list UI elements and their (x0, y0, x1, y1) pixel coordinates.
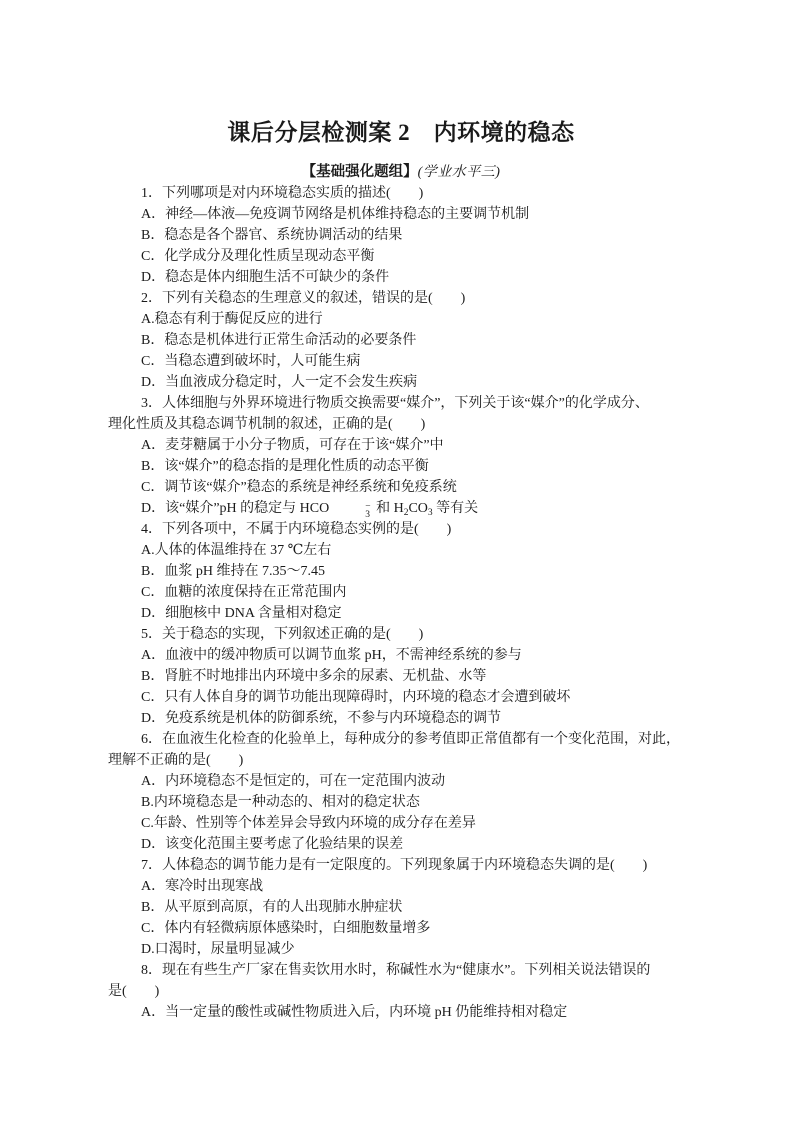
q7-stem: 7．人体稳态的调节能力是有一定限度的。下列现象属于内环境稳态失调的是( ) (141, 858, 648, 873)
q3-option-d-text-co: CO (408, 501, 428, 516)
ion-charge: − (365, 502, 371, 512)
q3-option-c: C．调节该“媒介”稳态的系统是神经系统和免疫系统 (141, 480, 457, 495)
q3-stem-line-2: 理化性质及其稳态调节机制的叙述，正确的是( ) (108, 417, 426, 432)
q8-stem-line-2: 是( ) (108, 984, 160, 999)
q5-option-b: B．肾脏不时地排出内环境中多余的尿素、无机盐、水等 (141, 669, 487, 684)
section-heading (108, 162, 694, 183)
q1-option-d: D．稳态是体内细胞生活不可缺少的条件 (141, 270, 390, 285)
q3-option-d-text-post: 等有关 (432, 501, 479, 516)
q5-option-c: C．只有人体自身的调节功能出现障碍时，内环境的稳态才会遭到破坏 (141, 690, 571, 705)
q3-option-d-text-pre: D．该“媒介”pH 的稳定与 HCO (141, 501, 330, 516)
q3-option-d (108, 498, 694, 519)
q1-option-c: C．化学成分及理化性质呈现动态平衡 (141, 249, 375, 264)
q4-option-d: D．细胞核中 DNA 含量相对稳定 (141, 606, 342, 621)
q1-option-a: A．神经—体液—免疫调节网络是机体维持稳态的主要调节机制 (141, 207, 530, 222)
q6-option-d: D．该变化范围主要考虑了化验结果的误差 (141, 837, 404, 852)
q8-stem-line-1: 8．现在有些生产厂家在售卖饮用水时，称碱性水为“健康水”。下列相关说法错误的 (141, 963, 651, 978)
q3-option-b: B．该“媒介”的稳态指的是理化性质的动态平衡 (141, 459, 429, 474)
section-level-note: (学业水平三) (417, 165, 501, 180)
q2-option-d: D．当血液成分稳定时，人一定不会发生疾病 (141, 375, 418, 390)
q7-option-a: A．寒冷时出现寒战 (141, 879, 264, 894)
q6-stem-line-1: 6．在血液生化检查的化验单上，每种成分的参考值即正常值都有一个变化范围，对此， (141, 732, 680, 747)
document-title: 课后分层检测案 2 内环境的稳态 (227, 120, 575, 145)
q6-stem-line-2: 理解不正确的是( ) (108, 753, 244, 768)
h2-subscript: 2 (403, 508, 409, 518)
section-heading-main: 【基础强化题组】 (301, 164, 418, 180)
q7-option-b: B．从平原到高原，有的人出现肺水肿症状 (141, 900, 403, 915)
ion-subscript: 3 (365, 510, 370, 520)
co3-subscript: 3 (427, 508, 433, 518)
q5-option-a: A．血液中的缓冲物质可以调节血浆 pH，不需神经系统的参与 (141, 648, 522, 663)
q3-stem-line-1: 3．人体细胞与外界环境进行物质交换需要“媒介”，下列关于该“媒介”的化学成分、 (141, 396, 649, 411)
q6-option-a: A．内环境稳态不是恒定的，可在一定范围内波动 (141, 774, 446, 789)
q6-option-c: C.年龄、性别等个体差异会导致内环境的成分存在差异 (141, 816, 476, 831)
q2-option-a: A.稳态有利于酶促反应的进行 (141, 312, 323, 327)
q7-option-c: C．体内有轻微病原体感染时，白细胞数量增多 (141, 921, 431, 936)
q2-option-b: B．稳态是机体进行正常生命活动的必要条件 (141, 333, 417, 348)
q8-option-a: A．当一定量的酸性或碱性物质进入后，内环境 pH 仍能维持相对稳定 (141, 1005, 568, 1020)
q5-option-d: D．免疫系统是机体的防御系统，不参与内环境稳态的调节 (141, 711, 502, 726)
q1-option-b: B．稳态是各个器官、系统协调活动的结果 (141, 228, 403, 243)
q4-stem: 4．下列各项中，不属于内环境稳态实例的是( ) (141, 522, 452, 537)
q2-option-c: C．当稳态遭到破坏时，人可能生病 (141, 354, 361, 369)
q6-option-b: B.内环境稳态是一种动态的、相对的稳定状态 (141, 795, 420, 810)
bicarbonate-ion-notation (332, 503, 370, 519)
q7-option-d: D.口渴时，尿量明显减少 (141, 942, 295, 957)
worksheet-page (108, 118, 694, 1023)
q2-stem: 2．下列有关稳态的生理意义的叙述，错误的是( ) (141, 291, 466, 306)
q3-option-a: A．麦芽糖属于小分子物质，可存在于该“媒介”中 (141, 438, 444, 453)
q4-option-b: B．血浆 pH 维持在 7.35～7.45 (141, 564, 325, 579)
q1-stem: 1．下列哪项是对内环境稳态实质的描述( ) (141, 186, 424, 201)
q4-option-a: A.人体的体温维持在 37 ℃左右 (141, 543, 332, 558)
q4-option-c: C．血糖的浓度保持在正常范围内 (141, 585, 347, 600)
q5-stem: 5．关于稳态的实现，下列叙述正确的是( ) (141, 627, 424, 642)
q3-option-d-text-mid: 和 H (372, 501, 404, 516)
